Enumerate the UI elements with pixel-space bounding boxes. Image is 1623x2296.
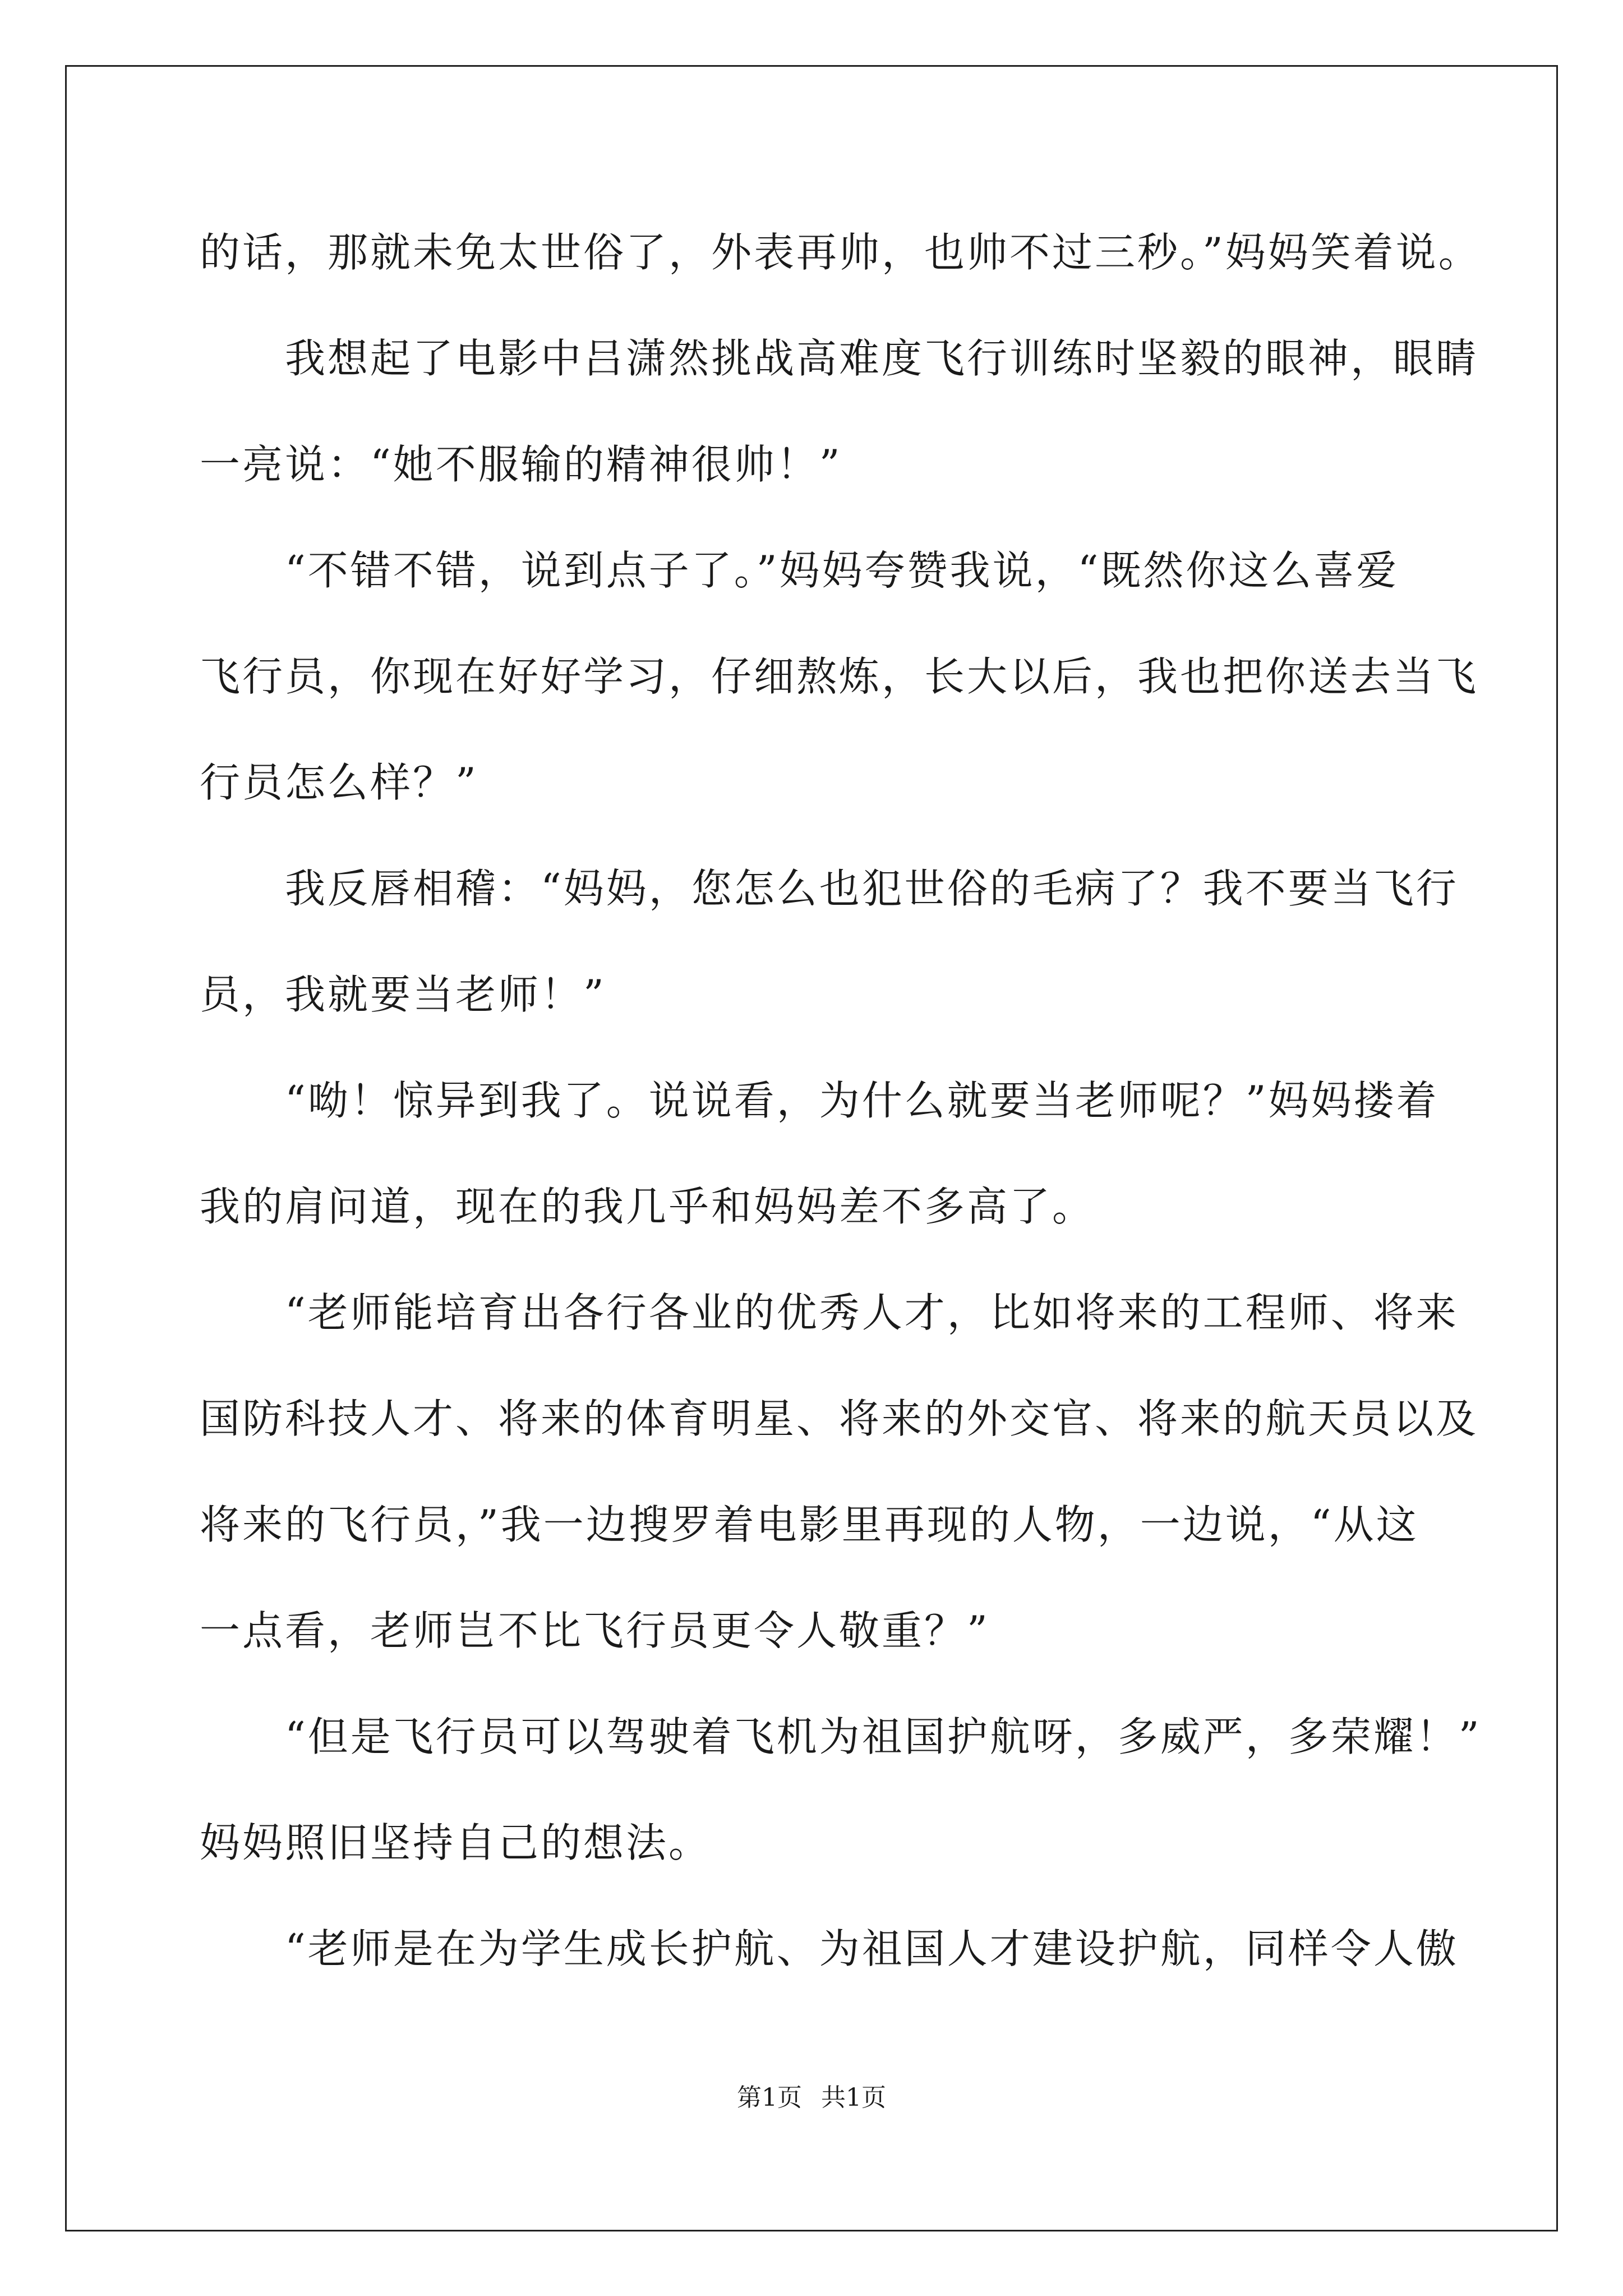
page-total: 共1页 bbox=[821, 2083, 886, 2112]
text-line: “老师能培育出各行各业的优秀人才，比如将来的工程师、将来 bbox=[200, 1289, 1459, 1336]
text-line: 行员怎么样？” bbox=[200, 759, 478, 806]
text-line: “呦！惊异到我了。说说看，为什么就要当老师呢？”妈妈搂着 bbox=[200, 1077, 1439, 1124]
page-border bbox=[65, 65, 1558, 2231]
text-line: 妈妈照旧坚持自己的想法。 bbox=[200, 1819, 712, 1866]
page-number: 第1页 bbox=[737, 2083, 802, 2112]
text-line: 国防科技人才、将来的体育明星、将来的外交官、将来的航天员以及 bbox=[200, 1395, 1479, 1442]
text-line: 我的肩问道，现在的我几乎和妈妈差不多高了。 bbox=[200, 1183, 1095, 1230]
text-line: 我反唇相稽：“妈妈，您怎么也犯世俗的毛病了？我不要当飞行 bbox=[200, 865, 1459, 912]
text-line: “老师是在为学生成长护航、为祖国人才建设护航，同样令人傲 bbox=[200, 1925, 1459, 1972]
text-line: 的话，那就未免太世俗了，外表再帅，也帅不过三秒。”妈妈笑着说。 bbox=[200, 229, 1481, 276]
text-line: 将来的飞行员，”我一边搜罗着电影里再现的人物，一边说，“从这 bbox=[200, 1501, 1419, 1548]
page-footer bbox=[0, 2081, 1623, 2115]
text-line: 飞行员，你现在好好学习，仔细熬炼，长大以后，我也把你送去当飞 bbox=[200, 653, 1479, 700]
text-line: 员，我就要当老师！” bbox=[200, 971, 606, 1018]
text-line: 一亮说：“她不服输的精神很帅！” bbox=[200, 441, 842, 488]
text-line: “不错不错，说到点子了。”妈妈夸赞我说，“既然你这么喜爱 bbox=[200, 547, 1399, 594]
text-line: 一点看，老师岂不比飞行员更令人敬重？” bbox=[200, 1607, 990, 1654]
text-line: 我想起了电影中吕潇然挑战高难度飞行训练时坚毅的眼神，眼睛 bbox=[200, 335, 1479, 382]
text-line: “但是飞行员可以驾驶着飞机为祖国护航呀，多威严，多荣耀！” bbox=[200, 1713, 1482, 1760]
